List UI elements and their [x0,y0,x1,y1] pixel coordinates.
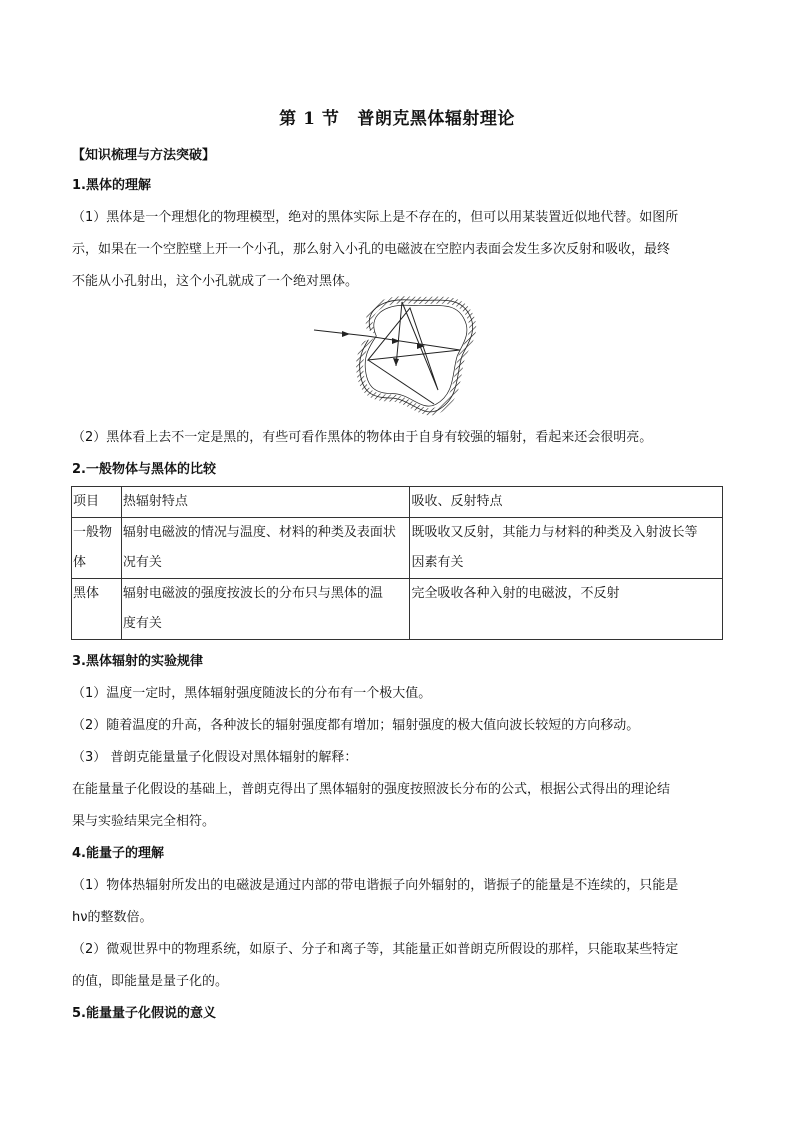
line: 不能从小孔射出，这个小孔就成了一个绝对黑体。 [72,274,359,289]
table-header: 项目 [72,487,122,518]
line: （1）物体热辐射所发出的电磁波是通过内部的带电谐振子向外辐射的，谐振子的能量是不连续的，只能是 [72,878,679,893]
section-3-paragraph-1: （1）温度一定时，黑体辐射强度随波长的分布有一个极大值。 [72,686,432,701]
comparison-table [71,486,723,640]
page-title [0,104,794,129]
table-cell [410,579,723,640]
line: （2）微观世界中的物理系统，如原子、分子和离子等，其能量正如普朗克所假设的那样，只能取某些特定 [72,942,679,957]
section-4-paragraph-1 [72,870,724,934]
section-1-paragraph-2: （2）黑体看上去不一定是黑的，有些可看作黑体的物体由于自身有较强的辐射，看起来还会很明亮。 [72,430,653,445]
table-cell [72,518,122,579]
line: （1）黑体是一个理想化的物理模型，绝对的黑体实际上是不存在的，但可以用某装置近似地代替。如图所 [72,210,679,225]
cell-line: 况有关 [122,555,162,570]
section-3-title: 3.黑体辐射的实验规律 [72,654,203,669]
cell-line: 度有关 [122,616,162,631]
section-3-paragraph-4 [72,774,724,838]
cell-line: 辐射电磁波的强度按波长的分布只与黑体的温 [122,586,383,601]
section-4-title: 4.能量子的理解 [72,846,164,861]
table-header-row [72,487,723,518]
cell-line: 一般物 [73,525,113,540]
table-row [72,579,723,640]
table-header: 吸收、反射特点 [410,487,723,518]
cell-line: 黑体 [73,586,100,601]
section-name: 普朗克黑体辐射理论 [357,109,515,129]
cell-line: 既吸收又反射，其能力与材料的种类及入射波长等 [411,525,698,540]
section-1-title: 1.黑体的理解 [72,178,151,193]
table-cell [121,579,410,640]
table-row [72,518,723,579]
section-5-title: 5.能量量子化假说的意义 [72,1006,216,1021]
line: hν的整数倍。 [72,910,153,925]
reflection-rays [314,302,460,404]
cavity-blackbody-figure [310,294,500,418]
cell-line: 完全吸收各种入射的电磁波，不反射 [411,586,620,601]
line: 示，如果在一个空腔壁上开一个小孔，那么射入小孔的电磁波在空腔内表面会发生多次反射和吸收，最终 [72,242,671,257]
line: 果与实验结果完全相符。 [72,814,216,829]
section-4-paragraph-2 [72,934,724,998]
table-header: 热辐射特点 [121,487,410,518]
cell-line: 辐射电磁波的情况与温度、材料的种类及表面状 [122,525,396,540]
line: 在能量量子化假设的基础上，普朗克得出了黑体辐射的强度按照波长分布的公式，根据公式得出的理论结 [72,782,671,797]
section-1-paragraph-1 [72,202,724,298]
table-cell [72,579,122,640]
cell-line: 体 [73,555,87,570]
section-number: 第 1 节 [279,109,340,129]
section-3-paragraph-2: （2）随着温度的升高，各种波长的辐射强度都有增加；辐射强度的极大值向波长较短的方向移动。 [72,718,640,733]
section-3-paragraph-3: （3） 普朗克能量量子化假设对黑体辐射的解释： [72,750,358,765]
section-2-title: 2.一般物体与黑体的比较 [72,462,216,477]
knowledge-heading: 【知识梳理与方法突破】 [72,148,216,163]
line: 的值，即能量是量子化的。 [72,974,229,989]
table-cell [121,518,410,579]
cell-line: 因素有关 [411,555,464,570]
table-cell [410,518,723,579]
